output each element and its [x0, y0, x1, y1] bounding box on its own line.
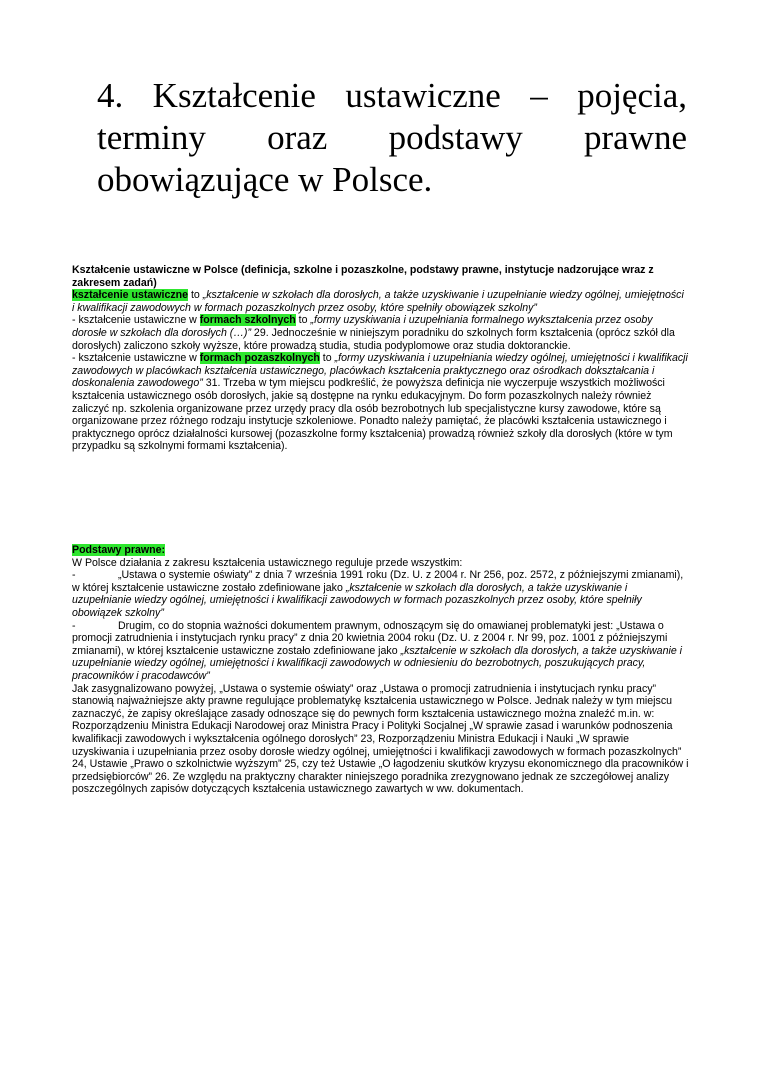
section-legal-basis [72, 544, 689, 796]
highlighted-term: kształcenie ustawiczne [72, 289, 188, 302]
list-item-text: Drugim, co do stopnia ważności dokumentem prawnym, odnoszącym się do omawianej problematyki jest: „Ustawa o promocji zatrudnienia i instytucjach rynku pracy” z dnia 20 kwietnia 2004 roku (Dz. U. z 2004 r. Nr 99, poz. 1001 z późniejszymi zmianami), w której kształcenie ustawiczne zostało zdefiniowane jako [72, 619, 668, 657]
paragraph-text: 29. Jednocześnie w niniejszym poradniku do szkolnych form kształcenia (oprócz szkół dla dorosłych) zaliczono szkoły wyższe, które prowadzą studia, studia podyplomowe oraz studia doktoranckie. [72, 326, 675, 352]
list-item [72, 620, 689, 683]
list-item-text: „Ustawa o systemie oświaty” z dnia 7 września 1991 roku (Dz. U. z 2004 r. Nr 256, poz. 2572, z późniejszymi zmianami), w której kształcenie ustawiczne zostało zdefiniowane jako [72, 569, 684, 594]
closing-paragraph: Jak zasygnalizowano powyżej, „Ustawa o systemie oświaty” oraz „Ustawa o promocji zatrudnienia i instytucjach rynku pracy” stanowią najważniejsze akty prawne regulujące problematykę kształcenia ustawicznego w Polsce. Jednak należy w tym miejscu zaznaczyć, że zapisy określające zasady odnoszące się do pewnych form kształcenia ustawicznego można znaleźć m.in. w: Rozporządzeniu Ministra Edukacji Narodowej oraz Ministra Pracy i Polityki Socjalnej „W sprawie zasad i warunków podnoszenia kwalifikacji zawodowych i wykształcenia ogólnego dorosłych” 23, Rozporządzeniu Ministra Edukacji i Nauki „W sprawie uzyskiwania i uzupełniania przez osoby dorosłe wiedzy ogólnej, umiejętności i kwalifikacji zawodowych w formach pozaszkolnych” 24, Ustawie „Prawo o szkolnictwie wyższym” 25, czy też Ustawie „O łagodzeniu skutków kryzysu ekonomicznego dla pracowników i przedsiębiorców” 26. Ze względu na praktyczny charakter niniejszego poradnika zrezygnowano jednak ze szczegółowej analizy poszczególnych zapisów dotyczących kształcenia ustawicznego zawartych w ww. dokumentach. [72, 682, 689, 796]
section-definitions [72, 264, 689, 453]
list-item [72, 569, 689, 619]
intro-paragraph: W Polsce działania z zakresu kształcenia ustawicznego reguluje przede wszystkim: [72, 556, 463, 569]
highlighted-term: formach pozaszkolnych [199, 352, 320, 365]
definition-quote: „kształcenie w szkołach dla dorosłych, a także uzyskiwanie i uzupełnianie wiedzy ogólnej, umiejętności i kwalifikacji zawodowych w odniesieniu do bezrobotnych, poszukujących pracy, pracowników i pracodawców” [72, 644, 683, 682]
paragraph-prefix: - kształcenie ustawiczne w [72, 314, 200, 327]
section-heading: Podstawy prawne: [72, 544, 166, 556]
section-heading: Kształcenie ustawiczne w Polsce (definicja, szkolne i pozaszkolne, podstawy prawne, instytucje nadzorujące wraz z zakresem zadań) [72, 264, 654, 289]
definition-quote: „kształcenie w szkołach dla dorosłych, a także uzyskiwanie i uzupełnianie wiedzy ogólnej, umiejętności i kwalifikacji zawodowych w formach pozaszkolnych przez osoby, które spełniły obowiązek szkolny” [72, 289, 684, 314]
connector-text: to [295, 314, 311, 327]
paragraph-text: 31. Trzeba w tym miejscu podkreślić, że powyższa definicja nie wyczerpuje wszystkich możliwości kształcenia ustawicznego osób dorosłych, jakie są dostępne na rynku edukacyjnym. Do form pozaszkolnych należy również zaliczyć np. szkolenia organizowane przez urzędy pracy dla osób bezrobotnych lub specjalistyczne kursy zawodowe, które są organizowane przez różnego rodzaju instytucje szkoleniowe. Ponadto należy pamiętać, że placówki kształcenia ustawicznego i praktycznego oprócz działalności kursowej (pozaszkolne formy kształcenia) prowadzą również szkoły dla dorosłych (które w tym przypadku są szkolnymi formami kształcenia). [72, 377, 673, 453]
highlighted-term: formach szkolnych [199, 314, 296, 327]
definition-quote: „formy uzyskiwania i uzupełniania formalnego wykształcenia przez osoby dorosłe w szkołach dla dorosłych (…)” [72, 314, 653, 339]
definition-paragraph [72, 314, 689, 352]
list-dash: - [72, 569, 76, 582]
definition-quote: „kształcenie w szkołach dla dorosłych, a także uzyskiwanie i uzupełnianie wiedzy ogólnej, umiejętności i kwalifikacji zawodowych w formach pozaszkolnych przez osoby, które spełniły obowiązek szkolny” [72, 581, 642, 619]
paragraph-prefix: - kształcenie ustawiczne w [72, 352, 200, 365]
section-heading-wrap [72, 544, 689, 557]
list-dash: - [72, 619, 76, 632]
connector-text: to [319, 352, 335, 365]
definition-quote: „formy uzyskiwania i uzupełniania wiedzy ogólnej, umiejętności i kwalifikacji zawodowych w placówkach kształcenia ustawicznego, placówkach kształcenia praktycznego oraz ośrodkach dokształcania i doskonalenia zawodowego” [72, 352, 688, 390]
page-title: 4. Kształcenie ustawiczne – pojęcia, terminy oraz podstawy prawne obowiązujące w Polsce. [97, 76, 687, 199]
definition-paragraph [72, 289, 689, 314]
connector-text: to [188, 289, 203, 302]
definition-paragraph [72, 352, 689, 453]
